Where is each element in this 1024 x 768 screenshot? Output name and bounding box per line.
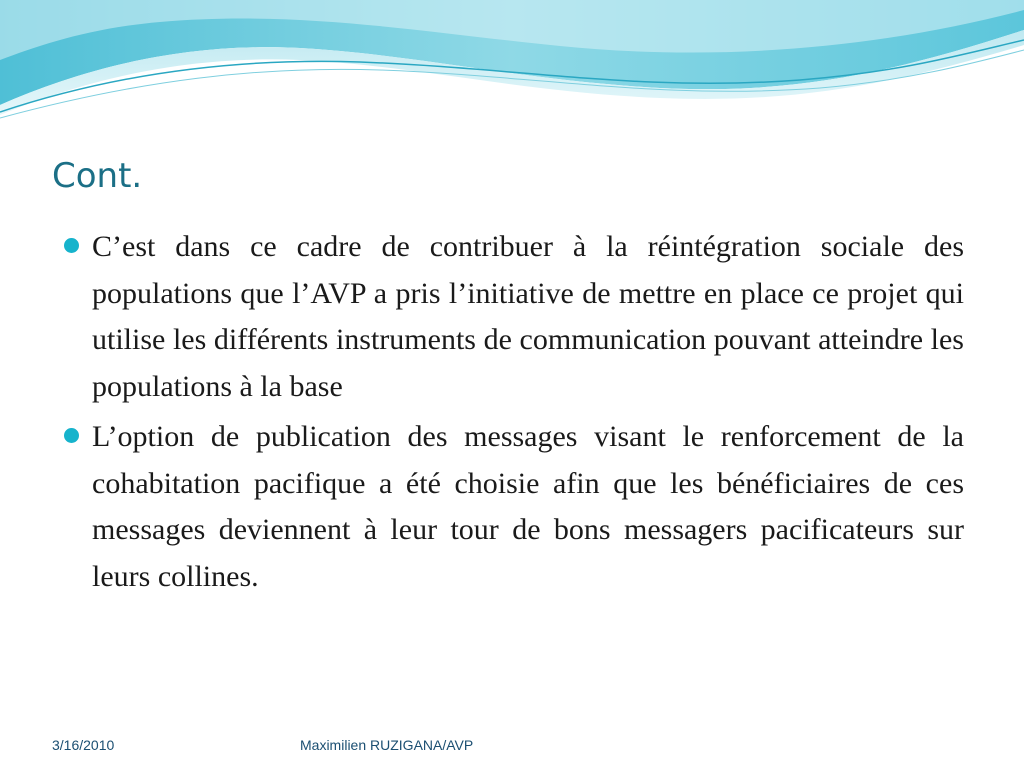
bullet-list (64, 224, 964, 604)
bullet-text: L’option de publication des messages visant le renforcement de la cohabitation pacifique a été choisie afin que les bénéficiaires de ces messages deviennent à leur tour de bons messagers pacificateurs sur leurs collines. (92, 420, 964, 593)
footer-date: 3/16/2010 (52, 737, 115, 753)
bullet-dot-icon (64, 428, 79, 443)
header-wave-decoration (0, 0, 1024, 130)
footer-author: Maximilien RUZIGANA/AVP (300, 737, 474, 753)
slide-title: Cont. (52, 156, 143, 196)
bullet-item (64, 414, 964, 600)
bullet-text: C’est dans ce cadre de contribuer à la réintégration sociale des populations que l’AVP a pris l’initiative de mettre en place ce projet qui utilise les différents instruments de communication pouvant atteindre les populations à la base (92, 230, 964, 403)
bullet-item (64, 224, 964, 410)
bullet-dot-icon (64, 238, 79, 253)
